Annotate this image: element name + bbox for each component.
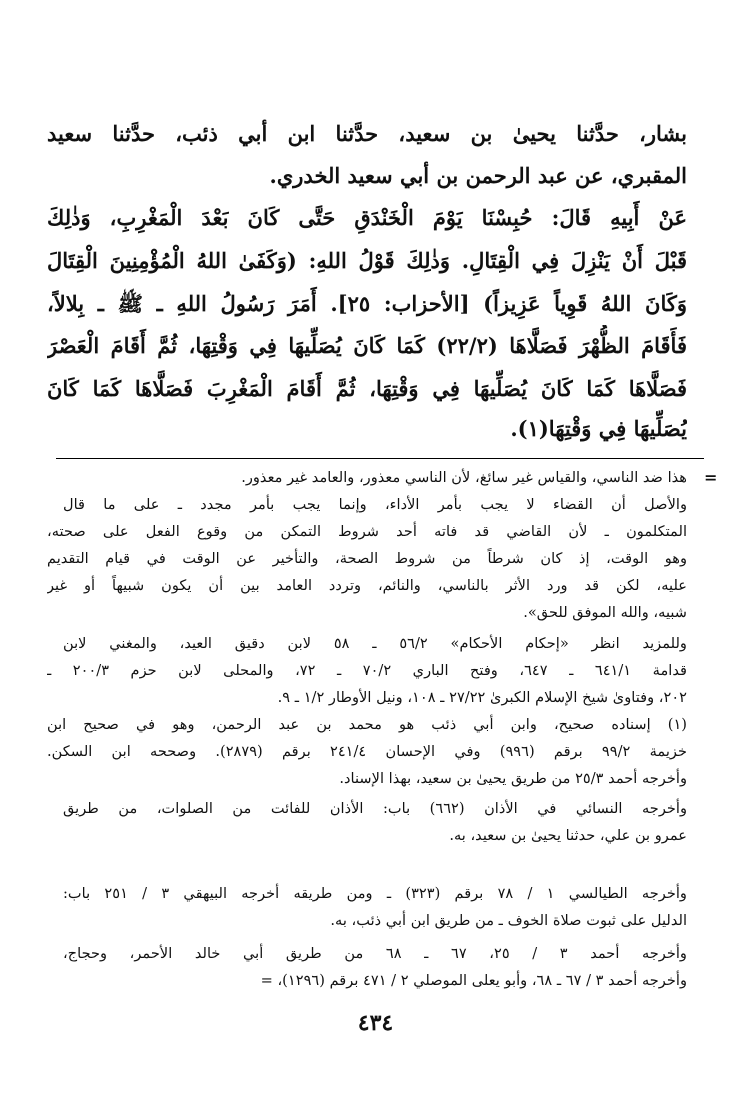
footnote-line: وهو الوقت، إذ كان شرطاً من شروط الصحة، والتأخير عن الوقت في قيام التقديم (47, 550, 687, 567)
footnote-line: ٢٠٢، وفتاوىٰ شيخ الإسلام الكبرىٰ ٢٧/٢٢ ـ ١٠٨، ونيل الأوطار ١/٢ ـ ٩. (277, 689, 687, 706)
footnote-1-line: عمرو بن علي، حدثنا يحيىٰ بن سعيد، به. (449, 827, 687, 844)
footnote-line: قدامة ٦٤١/١ ـ ٦٤٧، وفتح الباري ٧٠/٢ ـ ٧٢، والمحلى لابن حزم ٢٠٠/٣ ـ (47, 662, 687, 679)
main-text-line: فَصَلَّاهَا كَمَا كَانَ يُصَلِّيهَا فِي وَقْتِهَا، ثُمَّ أَقَامَ الْمَغْرِبَ فَصَلَّاهَا كَمَا كَانَ (47, 376, 687, 401)
footnote-line: شبيه، والله الموفق للحق». (523, 604, 687, 621)
main-text-line: يُصَلِّيهَا فِي وَقْتِهَا(١). (510, 416, 687, 441)
footnote-line: هذا ضد الناسي، والقياس غير سائغ، لأن الناسي معذور، والعامد غير معذور. (241, 469, 687, 486)
footnote-1-line: وأخرجه أحمد ٣ / ٢٥، ٦٧ ـ ٦٨ من طريق أبي خالد الأحمر، وحجاج، (63, 945, 687, 962)
footnote-line: والأصل أن القضاء لا يجب بأمر الأداء، وإنما يجب بأمر مجدد ـ على ما قال (63, 496, 687, 513)
footnote-line: عليه، لكن قد ورد الأثر بالناسي، والنائم، وتردد العامد بين أن يكون شبيهاً أو غير (47, 577, 687, 594)
main-text-line: المقبري، عن عبد الرحمن بن أبي سعيد الخدري. (269, 163, 687, 188)
main-text-line: قَبْلَ أَنْ يَنْزِلَ فِي الْقِتَالِ. وَذٰلِكَ قَوْلُ اللهِ: (وَكَفَىٰ اللهُ الْمُؤْمِنِينَ الْقِتَالَ (47, 248, 687, 273)
footnote-divider (56, 458, 704, 459)
page-number: ٤٣٤ (357, 1010, 394, 1036)
main-text-line: فَأَقَامَ الظُّهْرَ فَصَلَّاهَا (٢٢/٢) كَمَا كَانَ يُصَلِّيهَا فِي وَقْتِهَا، ثُمَّ أَقَامَ الْعَصْرَ (47, 333, 687, 358)
footnote-line: وللمزيد انظر «إحكام الأحكام» ٥٦/٢ ـ ٥٨ لابن دقيق العيد، والمغني لابن (63, 635, 687, 652)
footnote-1-line: وأخرجه الطيالسي ١ / ٧٨ برقم (٣٢٣) ـ ومن طريقه أخرجه البيهقي ٣ / ٢٥١ باب: (63, 885, 687, 902)
continuation-mark: = (704, 468, 718, 487)
footnote-1-line: الدليل على ثبوت صلاة الخوف ـ من طريق ابن أبي ذئب، به. (330, 912, 687, 929)
footnote-1-line: وأخرجه أحمد ٢٥/٣ من طريق يحيىٰ بن سعيد، بهذا الإسناد. (339, 770, 687, 787)
footnote-1-line: (١) إسناده صحيح، وابن أبي ذئب هو محمد بن عبد الرحمن، وهو في صحيح ابن (47, 716, 687, 733)
footnote-1-line: وأخرجه النسائي في الأذان (٦٦٢) باب: الأذان للفائت من الصلوات، من طريق (63, 800, 687, 817)
main-text-line: عَنْ أَبِيهِ قَالَ: حُبِسْنَا يَوْمَ الْخَنْدَقِ حَتَّى كَانَ بَعْدَ الْمَغْرِبِ، وَذٰلِكَ (47, 205, 687, 230)
footnote-line: المتكلمون ـ لأن القاضي قد فاته أحد شروط التمكن من وقوع الفعل على صحته، (47, 523, 687, 540)
footnote-1-line: خزيمة ٩٩/٢ برقم (٩٩٦) وفي الإحسان ٢٤١/٤ برقم (٢٨٧٩). وصححه ابن السكن. (47, 743, 687, 760)
footnote-1-line: وأخرجه أحمد ٣ / ٦٧ ـ ٦٨، وأبو يعلى الموصلي ٢ / ٤٧١ برقم (١٢٩٦)، = (260, 972, 687, 989)
main-text-line: بشار، حدَّثنا يحيىٰ بن سعيد، حدَّثنا ابن أبي ذئب، حدَّثنا سعيد (47, 121, 687, 146)
main-text-line: وَكَانَ اللهُ قَوِياً عَزِيزاً) [الأحزاب: ٢٥]. أَمَرَ رَسُولُ اللهِ ـ ﷺ ـ بِلالاً، (47, 291, 687, 316)
